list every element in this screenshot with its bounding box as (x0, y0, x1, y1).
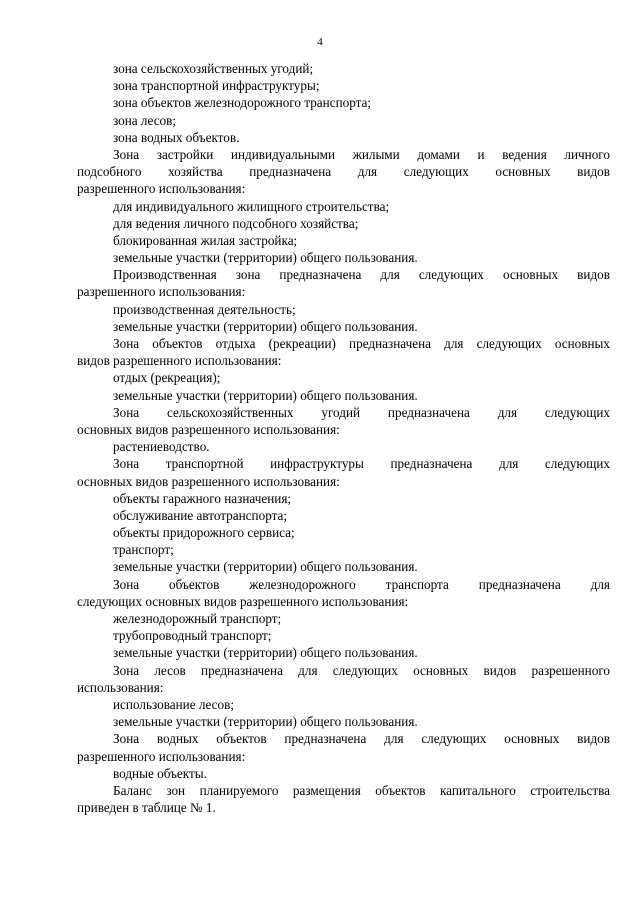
text-line: Производственная зона предназначена для следующих основных видов (113, 267, 610, 283)
text-line: разрешенного использования: (77, 284, 246, 300)
text-line: следующих основных видов разрешенного использования: (77, 593, 409, 609)
text-line: разрешенного использования: (77, 181, 246, 197)
body-text (77, 60, 610, 816)
text-line: использование лесов; (113, 696, 234, 712)
text-line: объекты гаражного назначения; (113, 490, 292, 506)
text-line: железнодорожный транспорт; (113, 611, 282, 626)
text-line: Зона сельскохозяйственных угодий предназначена для следующих (113, 404, 610, 420)
text-line: зона водных объектов. (113, 129, 240, 145)
text-line: подсобного хозяйства предназначена для следующих основных видов (77, 164, 610, 180)
text-line: Зона транспортной инфраструктуры предназначена для следующих (113, 456, 610, 472)
text-line: основных видов разрешенного использования: (77, 421, 340, 437)
text-line: разрешенного использования: (77, 748, 246, 764)
text-line: Зона объектов железнодорожного транспорта предназначена для (113, 576, 610, 592)
text-line: использования: (77, 679, 164, 695)
text-line: зона транспортной инфраструктуры; (113, 78, 320, 94)
text-line: Зона объектов отдыха (рекреации) предназначена для следующих основных (113, 336, 610, 351)
text-line: отдых (рекреация); (113, 370, 221, 386)
text-line: зона сельскохозяйственных угодий; (113, 61, 314, 76)
text-line: земельные участки (территории) общего пользования. (113, 714, 418, 730)
text-line: Зона водных объектов предназначена для следующих основных видов (113, 731, 610, 747)
text-line: объекты придорожного сервиса; (113, 525, 295, 541)
text-line: растениеводство. (113, 439, 210, 455)
text-line: для индивидуального жилищного строительства; (113, 198, 390, 214)
text-line: земельные участки (территории) общего пользования. (113, 318, 418, 334)
text-line: зона лесов; (113, 112, 177, 128)
text-line: земельные участки (территории) общего пользования. (113, 250, 418, 266)
text-line: обслуживание автотранспорта; (113, 507, 288, 523)
text-line: видов разрешенного использования: (77, 353, 282, 369)
text-line: приведен в таблице № 1. (77, 800, 216, 816)
text-line: земельные участки (территории) общего пользования. (113, 387, 418, 403)
text-line: водные объекты. (113, 765, 207, 781)
page-number: 4 (317, 36, 323, 48)
text-line: трубопроводный транспорт; (113, 628, 272, 644)
text-line: земельные участки (территории) общего пользования. (113, 645, 418, 661)
text-line: транспорт; (113, 542, 174, 558)
text-line: зона объектов железнодорожного транспорта; (113, 95, 372, 111)
text-line: для ведения личного подсобного хозяйства; (113, 215, 359, 231)
text-line: Зона лесов предназначена для следующих основных видов разрешенного (113, 662, 610, 678)
text-line: Баланс зон планируемого размещения объектов капитального строительства (113, 782, 610, 798)
text-line: блокированная жилая застройка; (113, 232, 298, 248)
text-line: земельные участки (территории) общего пользования. (113, 559, 418, 575)
text-line: производственная деятельность; (113, 301, 296, 317)
text-line: основных видов разрешенного использования: (77, 473, 340, 489)
text-line: Зона застройки индивидуальными жилыми домами и ведения личного (113, 146, 610, 162)
